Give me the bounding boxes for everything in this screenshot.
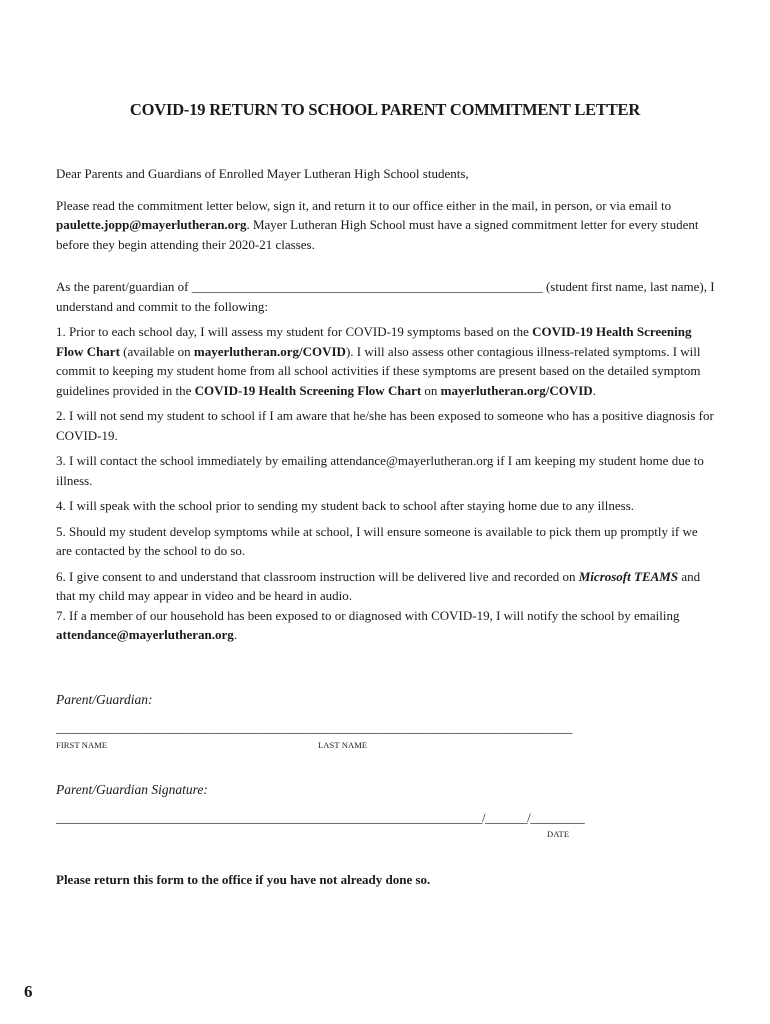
commitment-intro: As the parent/guardian of ______________________________________________________ (student first name, last name), I understand and commit to the following:	[56, 279, 715, 314]
first-name-caption: FIRST NAME	[56, 740, 108, 750]
item1-text: ). I will also assess other contagious illness-related symptoms. I will commit to keeping my student home from all school activities if these symptoms are present based on the detailed symptom guidelines provided in the	[56, 343, 701, 398]
covid-url: mayerlutheran.org/COVID	[440, 382, 593, 398]
attendance-email: attendance@mayerlutheran.org	[56, 627, 234, 642]
flow-chart-ref: COVID-19 Health Screening Flow Chart	[194, 382, 422, 398]
commitment-item-3: 3. I will contact the school immediately by emailing attendance@mayerlutheran.org if I am keeping my student home due to illness.	[56, 453, 704, 488]
intro-text-post: . Mayer Lutheran High School must have a signed commitment letter for every student before they begin attending their 2020-21 classes.	[56, 217, 699, 252]
name-line[interactable]: ______________________________________________________________________________________	[56, 720, 572, 735]
closing-note: Please return this form to the office if you have not already done so.	[56, 872, 431, 887]
intro-paragraph	[56, 196, 716, 255]
signature-line[interactable]: _______________________________________________________________________/_______/_________	[56, 810, 585, 825]
intro-text-pre: Please read the commitment letter below, sign it, and return it to our office either in the mail, in person, or via email to	[56, 197, 672, 213]
item1-text: (available on	[119, 343, 194, 359]
page-number: 6	[24, 982, 33, 1001]
commitment-item-5: 5. Should my student develop symptoms while at school, I will ensure someone is available to pick them up promptly if we are contacted by the school to do so.	[56, 523, 698, 558]
item1-text: .	[592, 382, 596, 398]
commitment-list	[56, 277, 716, 645]
flow-chart-ref: COVID-19 Health Screening Flow Chart	[56, 324, 692, 359]
item6-text: 6. I give consent to and understand that classroom instruction will be delivered live and recorded on	[56, 568, 579, 584]
item7-text: .	[233, 627, 238, 642]
parent-guardian-label: Parent/Guardian:	[56, 692, 153, 707]
item6-text: and that my child may appear in video and be heard in audio.	[56, 568, 701, 603]
last-name-caption: LAST NAME	[318, 740, 368, 750]
item1-text: 1. Prior to each school day, I will assess my student for COVID-19 symptoms based on the	[56, 324, 533, 339]
document-title: COVID-19 RETURN TO SCHOOL PARENT COMMITMENT LETTER	[129, 100, 641, 119]
commitment-item-1	[56, 322, 716, 400]
covid-url: mayerlutheran.org/COVID	[193, 343, 346, 359]
letter-body	[56, 164, 716, 254]
item7-text: 7. If a member of our household has been exposed to or diagnosed with COVID-19, I will notify the school by emailing	[56, 607, 680, 623]
date-caption: DATE	[547, 829, 570, 839]
commitment-item-2: 2. I will not send my student to school if I am aware that he/she has been exposed to someone who has a positive diagnosis for COVID-19.	[56, 408, 714, 443]
signature-label: Parent/Guardian Signature:	[56, 782, 208, 797]
commitment-item-4: 4. I will speak with the school prior to sending my student back to school after staying home due to any illness.	[56, 498, 635, 513]
contact-email: paulette.jopp@mayerlutheran.org	[56, 217, 247, 232]
commitment-item-7	[56, 606, 716, 645]
item1-text: on	[421, 382, 441, 398]
commitment-item-6	[56, 567, 716, 606]
teams-ref: Microsoft TEAMS	[578, 568, 679, 584]
greeting: Dear Parents and Guardians of Enrolled Mayer Lutheran High School students,	[56, 166, 469, 181]
